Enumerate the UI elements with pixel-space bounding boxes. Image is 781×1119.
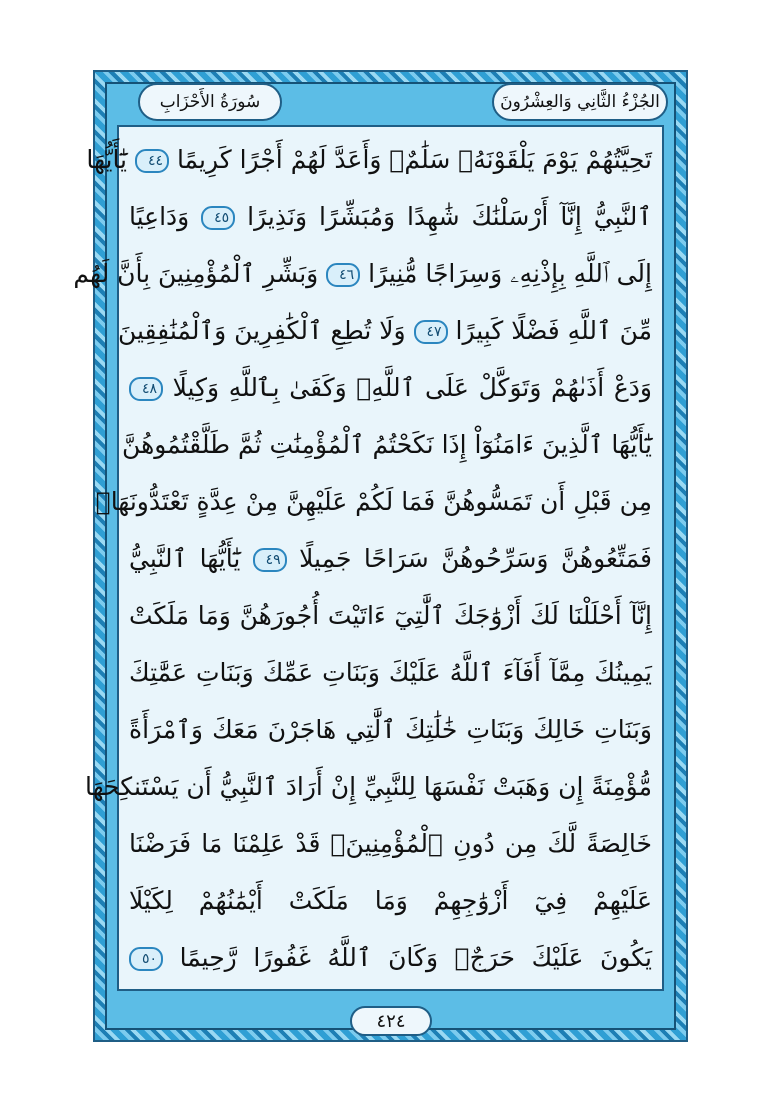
verse-text: عَلَيْهِمْ فِيٓ أَزْوَٰجِهِمْ وَمَا مَلَكَتْ أَيْمَٰنُهُمْ لِكَيْلَا bbox=[129, 886, 652, 915]
quran-line bbox=[129, 586, 652, 646]
verse-text: يَمِينُكَ مِمَّآ أَفَآءَ ٱللَّهُ عَلَيْكَ وَبَنَاتِ عَمِّكَ وَبَنَاتِ عَمَّٰتِكَ bbox=[129, 658, 652, 687]
juz-header bbox=[492, 83, 668, 121]
page-number: ٤٢٤ bbox=[376, 1010, 406, 1032]
quran-line bbox=[73, 244, 652, 304]
verse-text: وَدَعْ أَذَىٰهُمْ وَتَوَكَّلْ عَلَى ٱللَّهِۚ وَكَفَىٰ بِٱللَّهِ وَكِيلًا bbox=[172, 373, 652, 402]
verse-text-continuation: وَلَا تُطِعِ ٱلْكَٰفِرِينَ وَٱلْمُنَٰفِقِينَ bbox=[117, 316, 406, 345]
ayah-number-marker: ٤٥ bbox=[201, 206, 235, 230]
verse-text: ٱلنَّبِيُّ إِنَّآ أَرْسَلْنَٰكَ شَٰهِدًا وَمُبَشِّرًا وَنَذِيرًا bbox=[247, 202, 652, 231]
surah-header bbox=[138, 83, 282, 121]
quran-line bbox=[84, 757, 652, 817]
verse-text: تَحِيَّتُهُمْ يَوْمَ يَلْقَوْنَهُۥ سَلَٰمٌۚ وَأَعَدَّ لَهُمْ أَجْرًا كَرِيمًا bbox=[176, 145, 652, 174]
quran-line bbox=[129, 928, 652, 988]
quran-line bbox=[129, 643, 652, 703]
surah-title: سُورَةُ الأَحْزَابِ bbox=[159, 92, 261, 112]
verse-text: مِن قَبْلِ أَن تَمَسُّوهُنَّ فَمَا لَكُمْ عَلَيْهِنَّ مِنْ عِدَّةٍ تَعْتَدُّونَهَاۖ bbox=[95, 487, 652, 516]
page-number-box bbox=[350, 1006, 432, 1036]
quran-line bbox=[129, 871, 652, 931]
verse-text: يَٰٓأَيُّهَا ٱلَّذِينَ ءَامَنُوٓاْ إِذَا نَكَحْتُمُ ٱلْمُؤْمِنَٰتِ ثُمَّ طَلَّقْتُمُوهُنَّ bbox=[122, 430, 652, 459]
verse-text-continuation: يَٰٓأَيُّهَا bbox=[86, 145, 128, 174]
quran-line bbox=[122, 415, 652, 475]
verse-text: يَكُونَ عَلَيْكَ حَرَجٌۗ وَكَانَ ٱللَّهُ غَفُورًا رَّحِيمًا bbox=[179, 943, 653, 972]
quran-line bbox=[117, 301, 652, 361]
verse-text: مِّنَ ٱللَّهِ فَضْلًا كَبِيرًا bbox=[455, 316, 652, 345]
ayah-number-marker: ٥٠ bbox=[129, 947, 163, 971]
quran-line bbox=[95, 472, 652, 532]
verse-text-continuation: وَبَشِّرِ ٱلْمُؤْمِنِينَ بِأَنَّ لَهُم bbox=[73, 259, 319, 288]
verse-text: مُّؤْمِنَةً إِن وَهَبَتْ نَفْسَهَا لِلنَّبِيِّ إِنْ أَرَادَ ٱلنَّبِيُّ أَن يَسْتَنكِحَهَا bbox=[84, 772, 652, 801]
quran-text-block bbox=[73, 130, 653, 985]
ayah-number-marker: ٤٤ bbox=[135, 149, 169, 173]
verse-text: إِلَى ٱللَّهِ بِإِذْنِهِۦ وَسِرَاجًا مُّنِيرًا bbox=[368, 259, 652, 288]
verse-text: إِنَّآ أَحْلَلْنَا لَكَ أَزْوَٰجَكَ ٱلَّٰتِيٓ ءَاتَيْتَ أُجُورَهُنَّ وَمَا مَلَكَتْ bbox=[129, 601, 652, 630]
verse-text-continuation: يَٰٓأَيُّهَا ٱلنَّبِيُّ bbox=[129, 544, 241, 573]
ayah-number-marker: ٤٦ bbox=[326, 263, 360, 287]
verse-text: خَالِصَةً لَّكَ مِن دُونِ ٱلْمُؤْمِنِينَۗ قَدْ عَلِمْنَا مَا فَرَضْنَا bbox=[129, 829, 652, 858]
quran-line bbox=[129, 187, 652, 247]
quran-line bbox=[129, 529, 652, 589]
verse-text-continuation: وَدَاعِيًا bbox=[129, 202, 190, 231]
verse-text: فَمَتِّعُوهُنَّ وَسَرِّحُوهُنَّ سَرَاحًا جَمِيلًا bbox=[299, 544, 653, 573]
ayah-number-marker: ٤٩ bbox=[253, 548, 287, 572]
verse-text: وَبَنَاتِ خَالِكَ وَبَنَاتِ خَٰلَٰتِكَ ٱلَّٰتِي هَاجَرْنَ مَعَكَ وَٱمْرَأَةً bbox=[129, 715, 652, 744]
ayah-number-marker: ٤٨ bbox=[129, 377, 163, 401]
ayah-number-marker: ٤٧ bbox=[414, 320, 448, 344]
quran-line bbox=[86, 130, 652, 190]
quran-line bbox=[129, 358, 652, 418]
quran-line bbox=[129, 700, 652, 760]
quran-line bbox=[129, 814, 652, 874]
juz-title: الجُزْءُ الثَّانِي وَالعِشْرُونَ bbox=[500, 92, 660, 112]
